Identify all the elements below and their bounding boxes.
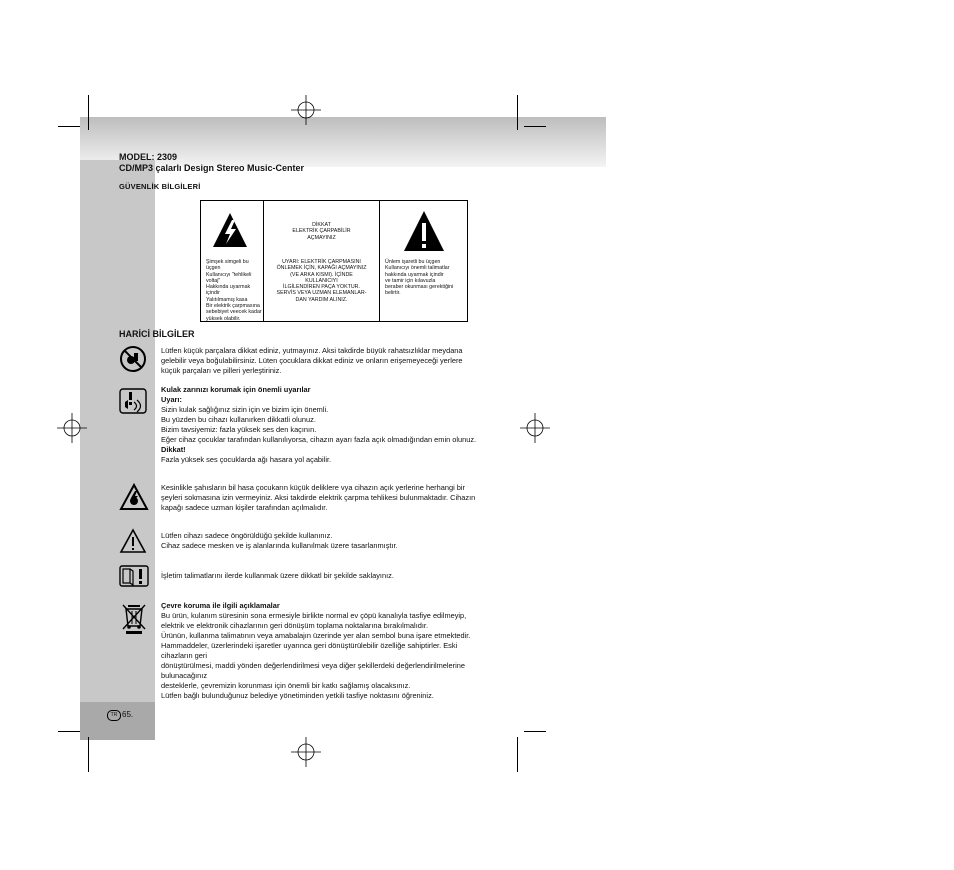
ear-warning-text: Kulak zarınızı korumak için önemli uyarılar Uyarı: Sizin kulak sağlığınız sizin için ve bizim için önemli. Bu yüzden bu cihazı kullanırken dikkatli olunuz. Bizim tavsiyemiz: fazla yüksek ses den kaçının. Eğer cihaz çocuklar tarafından kullanılıyorsa, cihazın ayarı fazla açık olmadığından emin olunuz. Dikkat! Fazla yüksek ses çocuklarda ağı hasara yol açabilir. xyxy=(161,385,477,464)
warning-cell-right xyxy=(380,201,467,321)
language-badge: TR xyxy=(107,710,121,721)
caution-triangle-icon xyxy=(119,528,147,554)
crop-mark xyxy=(58,731,80,732)
lightning-warning-text: Şimşek simgeli bu üçgen Kullanıcıyı "tehlikeli voltaj" Hakkında uyarmak içindir Yalıtılmamış kasa Bir elektrik çarpmasına sebebiyet veecek kadar yüksek olabilir. xyxy=(206,259,262,322)
crop-mark xyxy=(58,126,80,127)
electric-shock-text: Kesinlikle şahısların bil hasa çocukarın küçük deliklere vya cihazın açık yerlerine herhangi bir şeyleri sokmasına izin vermeyiniz. Aksi takdirde elektrik çarpma tehlikesi bulunmaktadır. Cihazın kapağı sadece uzman kişiler tarafından açılmalıdır. xyxy=(161,483,476,512)
registration-mark-left xyxy=(57,413,87,443)
crop-mark xyxy=(88,95,89,130)
exclamation-warning-text: Ünlem işaretli bu üçgen Kullanıcıyı önemli talimatlar hakkında uyarmak içindir ve tamir için kılavuzla beraber okunması gerektiğini belirtir. xyxy=(385,259,454,297)
intended-use-text: Lütfen cihazı sadece öngörüldüğü şekilde kullanınız. Cihaz sadece mesken ve iş alanlarında kullanılmak üzere tasarlanmıştır. xyxy=(161,531,398,550)
model-subtitle: CD/MP3 çalarlı Design Stereo Music-Center xyxy=(119,163,305,173)
warning-cell-left xyxy=(201,201,264,321)
ear-protection-icon xyxy=(119,388,147,414)
exclamation-triangle-icon xyxy=(402,209,446,253)
crop-mark xyxy=(88,737,89,772)
lightning-triangle-icon xyxy=(211,211,249,249)
sidebar-band xyxy=(80,160,155,740)
manual-book-icon xyxy=(119,565,149,587)
no-small-parts-icon xyxy=(119,345,147,373)
electric-shock-warning-icon xyxy=(119,483,149,511)
footer-tab xyxy=(80,702,155,740)
crop-mark xyxy=(517,95,518,130)
shock-warning-text: UYARI: ELEKTRİK ÇARPMASINI ÖNLEMEK İÇİN, KAPAĞI AÇMAYINIZ (VE ARKA KISMI). İÇİNDE KULLANICIYI İLGİLENDİREN PAÇA YOKTUR. SERVİS VEYA UZMAN ELEMANLAR- DAN YARDIM ALINIZ. xyxy=(276,259,367,303)
keep-instructions-text: İşletim talimatlarını ilerde kullanmak üzere dikkatl bir şekilde saklayınız. xyxy=(161,571,394,580)
external-heading: HARİCİ BİLGİLER xyxy=(119,329,195,339)
model-title: MODEL: 2309 xyxy=(119,152,178,162)
caution-text: DİKKAT ELEKTRİK ÇARPABİLİR AÇMAYINIZ xyxy=(292,222,351,241)
warning-cell-middle xyxy=(264,201,380,321)
crop-mark xyxy=(517,737,518,772)
small-parts-text: Lütfen küçük parçalara dikkat ediniz, yutmayınız. Aksi takdirde büyük rahatsızlıklar meydana gelebilir veya boğulabilirsiniz. Lüten çocuklara dikkat ediniz ve onların erişemeyeceği yerlere küçük parçaları ve pilleri yerleştiriniz. xyxy=(161,346,463,375)
registration-mark-top xyxy=(291,95,321,125)
safety-warning-box xyxy=(200,200,468,322)
environment-text: Çevre koruma ile ilgili açıklamalar Bu ürün, kulanım süresinin sona ermesiyle birlikte normal ev çöpü kanalıyla tasfiye edilmeyip, elektrik ve elektronik cihazlarının geri dönüşüm toplama noktalarına bırakılmalıdır. Ürünün, kullanma talimatının veya amabalajın üzerinde yer alan sembol buna işare etmektedir. Hammaddeler, üzerlerindeki işaretler uyarınca geri dönüştürülebilir özelliğe sahiptirler. Eski cihazların geri dönüştürülmesi, maddi yönden değerlendirilmesi veya diğer şekillerdeki değerlendirilmelerine bulunacağınız desteklerle, çevremizin korunması için önemli bir katkı sağlamış olacaksınız. Lütfen bağlı bulunduğunuz belediye yönetiminden yetkili tasfiye noktasını öğreniniz. xyxy=(161,601,471,700)
crop-mark xyxy=(524,731,546,732)
safety-heading: GÜVENLİK BİLGİLERİ xyxy=(119,182,201,191)
crop-mark xyxy=(524,126,546,127)
registration-mark-bottom xyxy=(291,737,321,767)
weee-bin-icon xyxy=(121,602,147,634)
registration-mark-right xyxy=(520,413,550,443)
page-number: 65. xyxy=(122,710,134,719)
